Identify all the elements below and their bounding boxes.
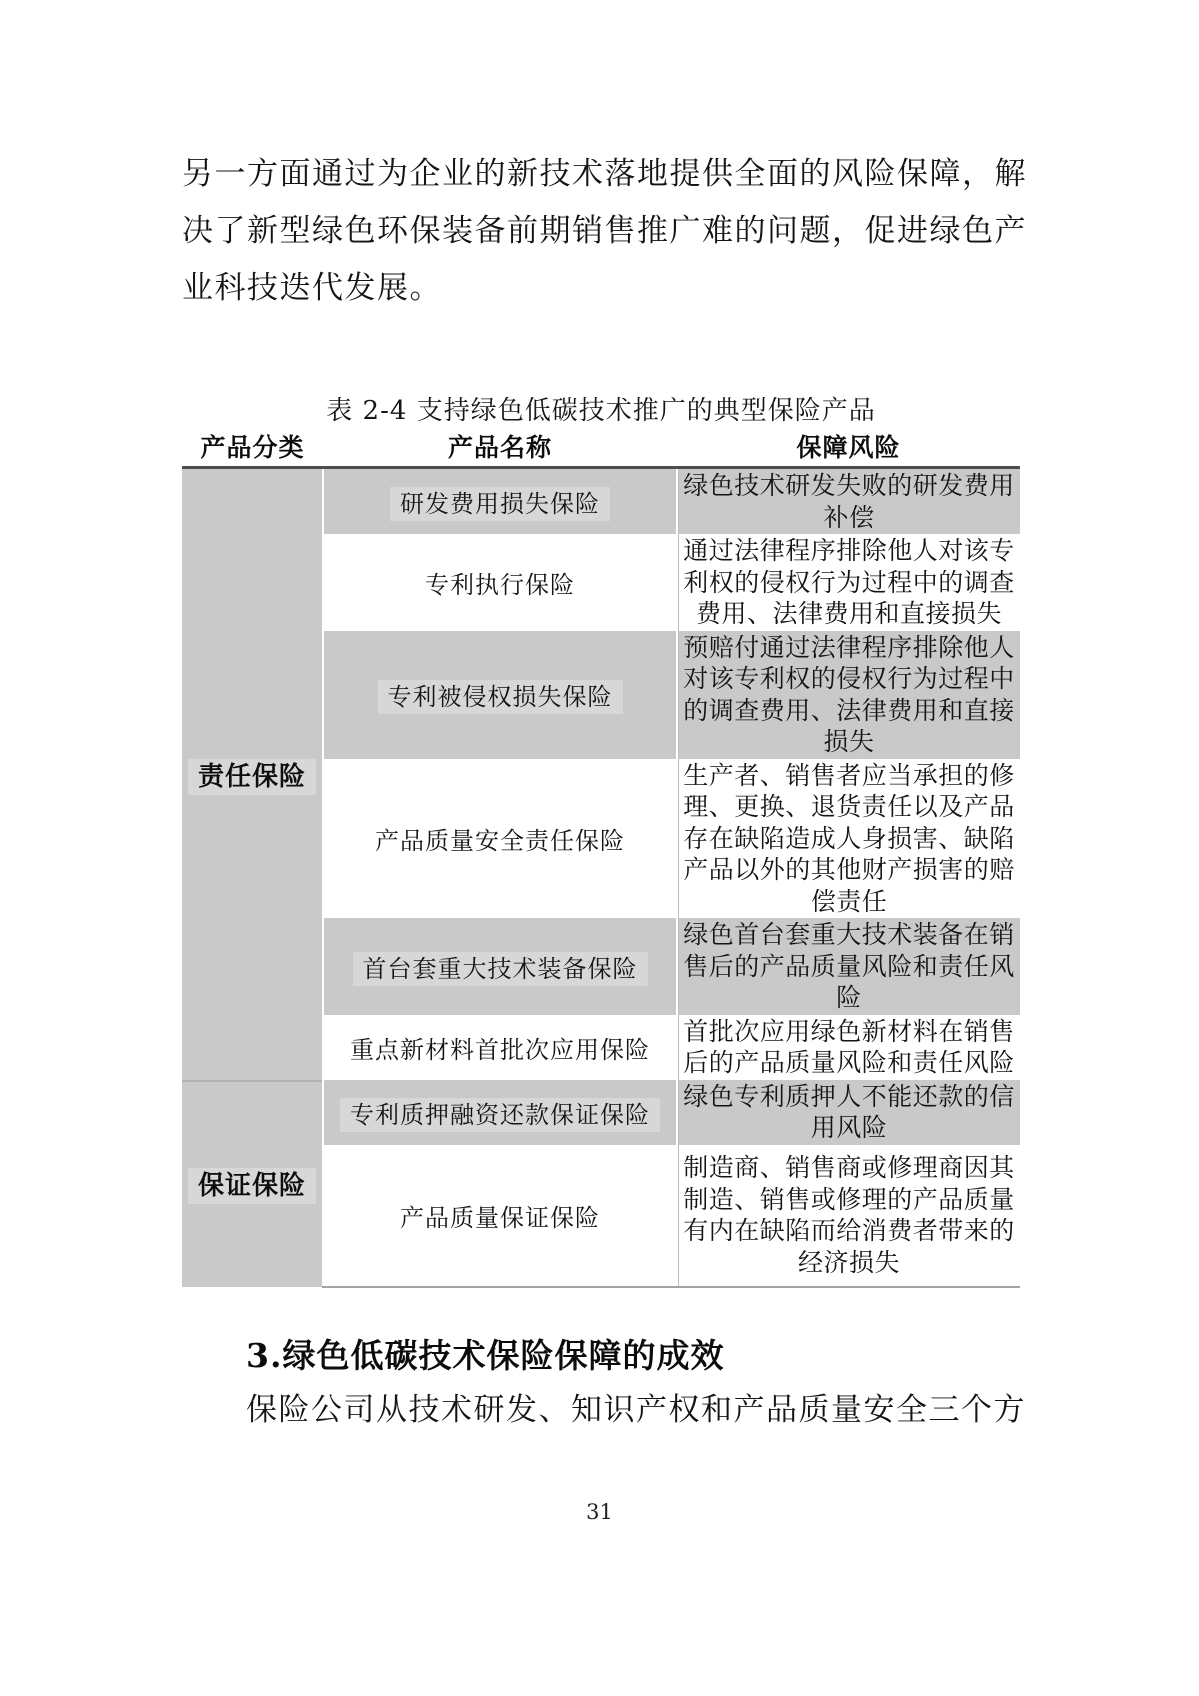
product-name: 研发费用损失保险	[390, 487, 610, 521]
risk-cell: 制造商、销售商或修理商因其制造、销售或修理的产品质量有内在缺陷而给消费者带来的经济损失	[677, 1145, 1020, 1287]
column-header-risk: 保障风险	[677, 428, 1020, 468]
product-name: 专利被侵权损失保险	[378, 680, 623, 714]
category-cell-liability	[182, 468, 323, 1080]
section-heading: 3.绿色低碳技术保险保障的成效	[246, 1336, 725, 1375]
category-cell-guarantee	[182, 1080, 323, 1287]
page-number: 31	[586, 1500, 613, 1524]
risk-cell: 绿色首台套重大技术装备在销售后的产品质量风险和责任风险	[677, 918, 1020, 1015]
product-name: 专利质押融资还款保证保险	[340, 1098, 660, 1132]
body-paragraph: 保险公司从技术研发、知识产权和产品质量安全三个方	[246, 1392, 1026, 1428]
table-row	[182, 1080, 1020, 1145]
column-header-category: 产品分类	[182, 428, 323, 468]
risk-cell: 生产者、销售者应当承担的修理、更换、退货责任以及产品存在缺陷造成人身损害、缺陷产品以外的其他财产损害的赔偿责任	[677, 759, 1020, 919]
paragraph-line: 决了新型绿色环保装备前期销售推广难的问题，促进绿色产	[182, 213, 1027, 249]
product-name-cell	[323, 1080, 677, 1145]
column-header-product-name: 产品名称	[323, 428, 677, 468]
category-label: 保证保险	[188, 1168, 316, 1204]
product-name-cell: 产品质量安全责任保险	[323, 759, 677, 919]
paragraph-line: 业科技迭代发展。	[182, 270, 442, 306]
product-name-cell	[323, 468, 677, 535]
product-name-cell: 专利执行保险	[323, 534, 677, 631]
risk-cell: 绿色技术研发失败的研发费用补偿	[677, 468, 1020, 535]
product-name: 首台套重大技术装备保险	[353, 952, 648, 986]
insurance-products-table	[182, 428, 1020, 1288]
table-row	[182, 468, 1020, 535]
table-caption: 表 2-4 支持绿色低碳技术推广的典型保险产品	[326, 396, 876, 426]
paragraph-line: 另一方面通过为企业的新技术落地提供全面的风险保障，解	[182, 156, 1027, 192]
body-paragraph	[182, 146, 1027, 317]
risk-cell: 预赔付通过法律程序排除他人对该专利权的侵权行为过程中的调查费用、法律费用和直接损失	[677, 631, 1020, 759]
table-header-row	[182, 428, 1020, 468]
risk-cell: 首批次应用绿色新材料在销售后的产品质量风险和责任风险	[677, 1015, 1020, 1080]
product-name-cell: 产品质量保证保险	[323, 1145, 677, 1287]
product-name-cell	[323, 918, 677, 1015]
product-name-cell	[323, 631, 677, 759]
category-label: 责任保险	[188, 759, 316, 795]
risk-cell: 通过法律程序排除他人对该专利权的侵权行为过程中的调查费用、法律费用和直接损失	[677, 534, 1020, 631]
product-name-cell: 重点新材料首批次应用保险	[323, 1015, 677, 1080]
risk-cell: 绿色专利质押人不能还款的信用风险	[677, 1080, 1020, 1145]
